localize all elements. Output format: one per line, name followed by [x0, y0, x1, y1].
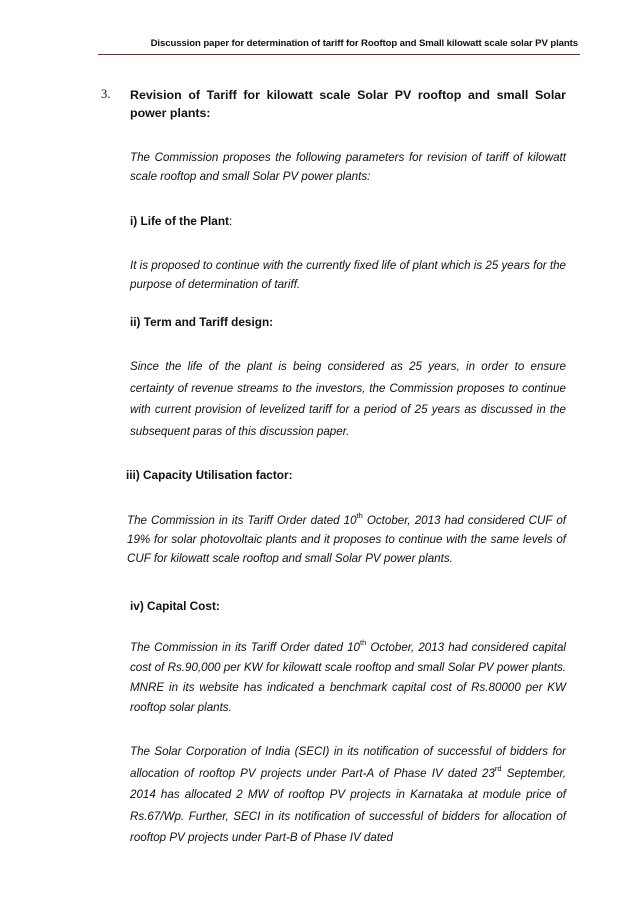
life-heading-colon: :: [228, 214, 233, 228]
cuf-text-b: October, 2013 had considered CUF of 19% for solar photovoltaic plants and it proposes to continue with the same levels of CUF for kilowatt scale rooftop and small Solar PV power plants.: [127, 514, 566, 565]
cuf-heading: iii) Capacity Utilisation factor:: [126, 468, 293, 482]
cuf-paragraph: [127, 511, 566, 568]
header-rule: [98, 54, 580, 55]
life-heading: [130, 214, 232, 228]
seci-text-sup: rd: [494, 763, 502, 773]
life-heading-text: i) Life of the Plant: [130, 214, 229, 228]
seci-text-a: The Solar Corporation of India (SECI) in its notification of successful of bidders for allocation of rooftop PV projects under Part-A of Phase IV dated 23: [130, 745, 566, 780]
cuf-text-a: The Commission in its Tariff Order dated 10: [127, 514, 357, 527]
seci-text-b: September, 2014 has allocated 2 MW of rooftop PV projects in Karnataka at module price of Rs.67/Wp. Further, SECI in its notification of successful of bidders for allocation of rooftop PV projects under Part-B of Phase IV dated: [130, 766, 566, 844]
capital-text-sup: th: [360, 638, 367, 647]
capital-paragraph: [130, 638, 566, 718]
capital-heading: iv) Capital Cost:: [130, 599, 220, 613]
section-number: 3.: [101, 87, 111, 101]
running-header: Discussion paper for determination of tariff for Rooftop and Small kilowatt scale solar PV plants: [150, 38, 578, 49]
capital-text-a: The Commission in its Tariff Order dated 10: [130, 641, 361, 654]
section-title: Revision of Tariff for kilowatt scale Solar PV rooftop and small Solar power plants:: [130, 88, 566, 120]
term-heading: ii) Term and Tariff design:: [130, 315, 274, 329]
life-paragraph: It is proposed to continue with the currently fixed life of plant which is 25 years for the purpose of determination of tariff.: [130, 259, 566, 291]
seci-paragraph: [130, 741, 566, 849]
term-paragraph: Since the life of the plant is being considered as 25 years, in order to ensure certainty of revenue streams to the investors, the Commission proposes to continue with current provision of levelized tariff for a period of 25 years as discussed in the subsequent paras of this discussion paper.: [130, 360, 566, 438]
intro-paragraph: The Commission proposes the following parameters for revision of tariff of kilowatt scale rooftop and small Solar PV power plants:: [130, 151, 566, 183]
capital-text-b: October, 2013 had considered capital cost of Rs.90,000 per KW for kilowatt scale rooftop and small Solar PV power plants. MNRE in its website has indicated a benchmark capital cost of Rs.80000 per KW rooftop solar plants.: [130, 641, 567, 714]
cuf-text-sup: th: [356, 511, 363, 520]
